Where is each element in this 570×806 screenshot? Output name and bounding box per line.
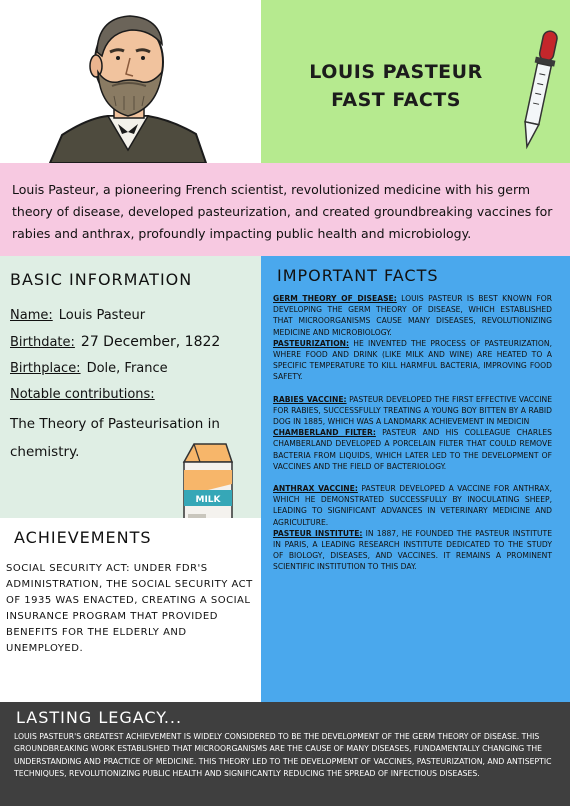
fact-anthrax-vaccine [273,483,552,528]
fact-key: PASTEURIZATION: [273,338,350,348]
fact-text: PASTEUR AND HIS COLLEAGUE CHARLES CHAMBERLAND DEVELOPED A PORCELAIN FILTER THAT COULD REMOVE BACTERIA FROM LIQUIDS, WHICH LATER LED TO THE DEVELOPMENT OF VACCINES AND THE FIELD OF BACTERIOLOGY. [273,428,552,471]
name-value: Louis Pasteur [58,308,146,323]
fact-pasteur-institute [273,528,552,573]
lasting-legacy-text: LOUIS PASTEUR'S GREATEST ACHIEVEMENT IS WIDELY CONSIDERED TO BE THE DEVELOPMENT OF THE GERM THEORY OF DISEASE. THIS GROUNDBREAKING WORK ESTABLISHED THAT MICROORGANISMS ARE THE CAUSE OF MANY DISEASES, FUNDAMENTALLY CHANGING THE UNDERSTANDING AND PRACTICE OF MEDICINE. THIS THEORY LED TO THE DEVELOPMENT OF VACCINES, PASTEURIZATION, AND ANTISEPTIC TECHNIQUES, REVOLUTIONIZING PUBLIC HEALTH AND SIGNIFICANTLY REDUCING THE SPREAD OF INFECTIOUS DISEASES. [14,732,552,779]
fact-chamberland-filter [273,427,552,472]
birthplace-label: Birthplace: [10,361,81,376]
fact-germ-theory [273,293,552,338]
important-facts-heading: IMPORTANT FACTS [277,266,439,285]
birthdate-label: Birthdate: [10,335,75,350]
fact-rabies-vaccine [273,394,552,428]
birthdate-value: 27 December, 1822 [80,334,221,350]
fact-text: IN 1887, HE FOUNDED THE PASTEUR INSTITUTE IN PARIS, A LEADING RESEARCH INSTITUTE DEDICATED TO THE STUDY OF BIOLOGY, DISEASES, AND VACCINES. IT REMAINS A PROMINENT SCIENTIFIC INSTITUTION TO THIS DAY. [273,528,552,572]
fact-text: HE INVENTED THE PROCESS OF PASTEURIZATION, WHERE FOOD AND DRINK (LIKE MILK AND WINE) ARE HEATED TO A SPECIFIC TEMPERATURE TO KILL HARMFUL BACTERIA, IMPROVING FOOD SAFETY. [273,338,552,382]
fact-key: RABIES VACCINE: [273,394,347,404]
title-line-1: LOUIS PASTEUR [309,61,483,83]
fact-key: CHAMBERLAND FILTER: [273,428,376,438]
birthplace-value: Dole, France [86,361,168,376]
birthdate-row [10,329,251,356]
fact-key: ANTHRAX VACCINE: [273,484,358,494]
title-line-2: FAST FACTS [331,89,461,111]
page-title [281,58,511,114]
achievements-text: SOCIAL SECURITY ACT: UNDER FDR'S ADMINISTRATION, THE SOCIAL SECURITY ACT OF 1935 WAS ENACTED, CREATING A SOCIAL INSURANCE PROGRAM THAT PROVIDED BENEFITS FOR THE ELDERLY AND UNEMPLOYED. [6,563,253,654]
fact-key: GERM THEORY OF DISEASE: [273,294,397,303]
dropper-icon [519,30,559,150]
fact-text: LOUIS PASTEUR IS BEST KNOWN FOR DEVELOPING THE GERM THEORY OF DISEASE, WHICH ESTABLISHED THAT MICROORGANISMS CAUSE MANY DISEASES, REVOLUTIONIZING MEDICINE AND MICROBIOLOGY. [273,294,552,337]
intro-text: Louis Pasteur, a pioneering French scientist, revolutionized medicine with his germ theory of disease, developed pasteurization, and created groundbreaking vaccines for rabies and anthrax, profoundly impacting public health and microbiology. [12,182,553,241]
birthplace-row [10,356,251,382]
contributions-row [10,382,251,408]
fact-pasteurization [273,338,552,383]
title-panel [261,0,570,163]
lasting-legacy-heading: LASTING LEGACY... [16,708,183,727]
basic-information-heading: BASIC INFORMATION [10,270,193,289]
pasteur-portrait-illustration [0,0,261,163]
contributions-label: Notable contributions: [10,387,155,402]
name-row [10,303,251,329]
fact-text: PASTEUR DEVELOPED A VACCINE FOR ANTHRAX, WHICH HE DEMONSTRATED SUCCESSFULLY BY INOCULATING SHEEP, LEADING TO SIGNIFICANT ADVANCES IN VETERINARY MEDICINE AND AGRICULTURE. [273,484,552,527]
fact-text: PASTEUR DEVELOPED THE FIRST EFFECTIVE VACCINE FOR RABIES, SUCCESSFULLY TREATING A YOUNG BOY BITTEN BY A RABID DOG IN 1885, WHICH WAS A LANDMARK ACHIEVEMENT IN MEDICIN [273,394,552,427]
facts-list [273,293,552,573]
intro-panel [0,163,570,256]
fact-key: PASTEUR INSTITUTE: [273,528,363,538]
contributions-value: The Theory of Pasteurisation in chemistry. [10,416,220,460]
lasting-legacy-panel [0,702,570,806]
achievements-panel [0,518,261,702]
name-label: Name: [10,308,53,323]
important-facts-panel [261,256,570,702]
portrait-panel [0,0,261,163]
milk-label: MILK [195,495,221,505]
achievements-heading: ACHIEVEMENTS [14,528,152,547]
